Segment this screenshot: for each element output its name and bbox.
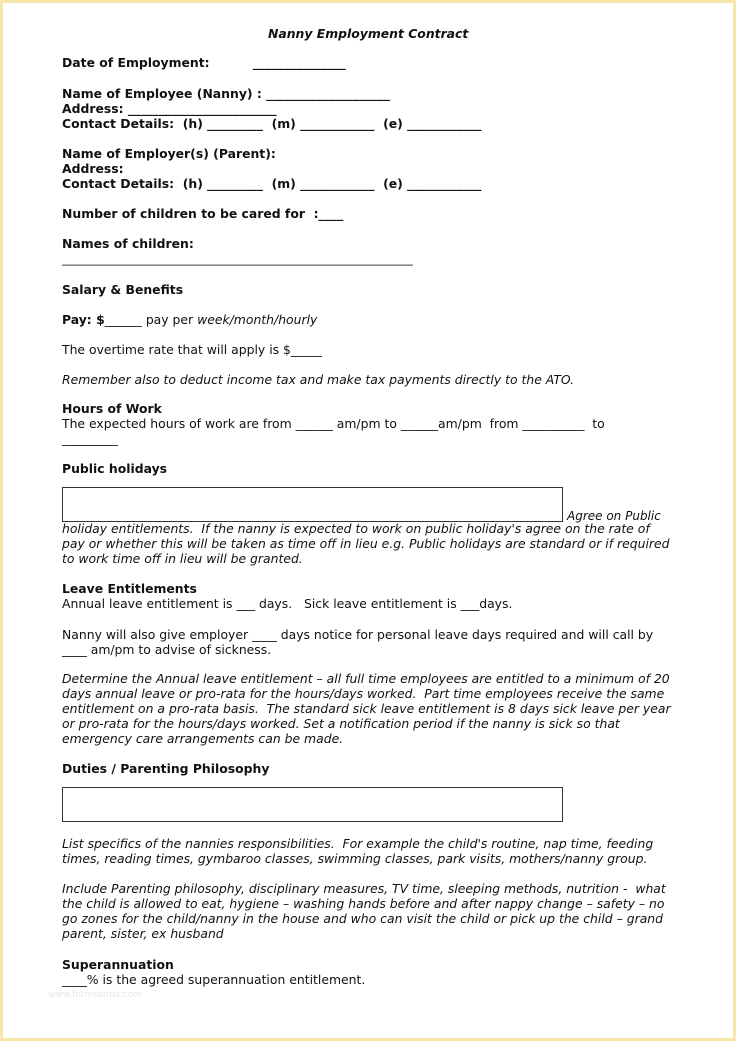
public-holidays-note-3: to work time off in lieu will be granted.	[62, 551, 303, 566]
document-title: Nanny Employment Contract	[268, 26, 469, 41]
tax-note: Remember also to deduct income tax and make tax payments directly to the ATO.	[62, 372, 575, 387]
employer-name-line: Name of Employer(s) (Parent):	[62, 146, 276, 161]
leave-notice-line-2: ____ am/pm to advise of sickness.	[62, 642, 272, 657]
employee-contact-line: Contact Details: (h) _________ (m) ____________ (e) ____________	[62, 116, 482, 131]
leave-note-4: or pro-rata for the hours/days worked. Set a notification period if the nanny is sick so that	[62, 716, 620, 731]
children-names-label: Names of children:	[62, 236, 194, 251]
children-names-blank: _____________________________________________________________	[62, 252, 413, 266]
overtime-line: The overtime rate that will apply is $_____	[62, 342, 322, 357]
employer-address-line: Address:	[62, 161, 124, 176]
duties-note2-line-1: Include Parenting philosophy, disciplinary measures, TV time, sleeping methods, nutrition - what	[62, 881, 666, 896]
contract-page	[3, 3, 733, 1038]
pay-rest: ______ pay per	[104, 312, 198, 327]
public-holidays-box[interactable]	[62, 487, 563, 522]
employee-address-line: Address: ________________________	[62, 101, 277, 116]
children-count-line: Number of children to be cared for :____	[62, 206, 344, 221]
watermark: www.formsbirds.com	[48, 990, 143, 1000]
leave-note-2: days annual leave or pro-rata for the hours/days worked. Part time employees receive the same	[62, 686, 665, 701]
salary-heading: Salary & Benefits	[62, 282, 184, 297]
leave-entitlement-line: Annual leave entitlement is ___ days. Sick leave entitlement is ___days.	[62, 596, 513, 611]
date-of-employment: Date of Employment: _______________	[62, 55, 346, 70]
leave-note-3: entitlement on a pro-rata basis. The standard sick leave entitlement is 8 days sick leave per year	[62, 701, 671, 716]
duties-note2-line-2: the child is allowed to eat, hygiene – washing hands before and after nappy change – safety – no	[62, 896, 665, 911]
public-holidays-inline-note: Agree on Public	[567, 509, 661, 523]
duties-heading: Duties / Parenting Philosophy	[62, 761, 270, 776]
hours-line-2: _________	[62, 431, 118, 446]
public-holidays-note-2: pay or whether this will be taken as time off in lieu e.g. Public holidays are standard or if required	[62, 536, 670, 551]
duties-note2-line-3: go zones for the child/nanny in the house and who can visit the child or pick up the child – grand	[62, 911, 664, 926]
superannuation-heading: Superannuation	[62, 957, 174, 972]
leave-note-5: emergency care arrangements can be made.	[62, 731, 344, 746]
duties-box[interactable]	[62, 787, 563, 822]
duties-note1-line-1: List specifics of the nannies responsibilities. For example the child's routine, nap time, feeding	[62, 836, 654, 851]
hours-heading: Hours of Work	[62, 401, 162, 416]
hours-line-1: The expected hours of work are from ______ am/pm to ______am/pm from __________ to	[62, 416, 605, 431]
leave-notice-line-1: Nanny will also give employer ____ days notice for personal leave days required and will call by	[62, 627, 654, 642]
public-holidays-heading: Public holidays	[62, 461, 168, 476]
superannuation-line: ____% is the agreed superannuation entitlement.	[62, 972, 366, 987]
pay-line	[62, 312, 317, 327]
employee-name-line: Name of Employee (Nanny) : ____________________	[62, 86, 391, 101]
employer-contact-line: Contact Details: (h) _________ (m) ____________ (e) ____________	[62, 176, 482, 191]
duties-note1-line-2: times, reading times, gymbaroo classes, swimming classes, park visits, mothers/nanny group.	[62, 851, 648, 866]
leave-heading: Leave Entitlements	[62, 581, 197, 596]
pay-period: week/month/hourly	[197, 312, 318, 327]
duties-note2-line-4: parent, sister, ex husband	[62, 926, 224, 941]
public-holidays-note-1: holiday entitlements. If the nanny is expected to work on public holiday's agree on the rate of	[62, 521, 650, 536]
pay-label: Pay: $	[62, 312, 105, 327]
leave-note-1: Determine the Annual leave entitlement – all full time employees are entitled to a minimum of 20	[62, 671, 670, 686]
